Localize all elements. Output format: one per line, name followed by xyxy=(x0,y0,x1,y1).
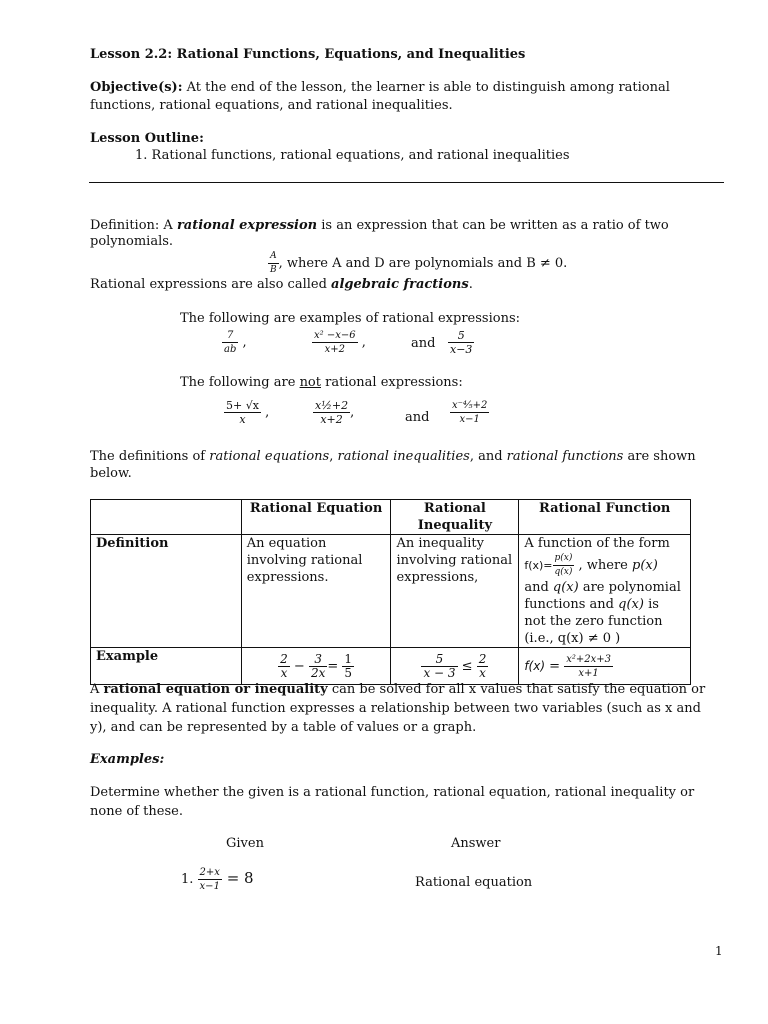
table-header-inequality: Rational Inequality xyxy=(391,500,519,535)
outline-item: 1. Rational functions, rational equations, and rational inequalities xyxy=(135,148,570,163)
solve-paragraph-line-3: y), and can be represented by a table of values or a graph. xyxy=(90,720,477,735)
table-header-row xyxy=(91,500,691,535)
rational-example-1: $\frac{7}{ab}$ , xyxy=(224,330,247,355)
function-definition: A function of the form f(x)= $\frac{p(x)}{q(x)}$ , where p(x) and q(x) are polynomial functions and q(x) is not the zero function (i.e., q(x) ≠ 0 ) xyxy=(519,535,691,648)
row-label-definition: Definition xyxy=(91,535,242,648)
rational-example-3: $\frac{5}{x-3}$ xyxy=(450,329,473,356)
function-example: f(x) = $\frac{\text{x²+2x+3}}{x+1}$ xyxy=(519,648,691,685)
definition-line-1: Definition: A rational expression is an expression that can be written as a ratio of two xyxy=(90,218,669,233)
table-row-definition xyxy=(91,535,691,648)
lesson-title: Lesson 2.2: Rational Functions, Equations, and Inequalities xyxy=(90,47,526,62)
definitions-intro-line-1: The definitions of rational equations, rational inequalities, and rational functions are shown xyxy=(90,449,696,464)
definition-fraction: $\frac{A}{B}$ , where A and D are polynomials and B ≠ 0. xyxy=(270,251,568,275)
divider-line xyxy=(89,182,724,183)
equation-definition: An equation involving rational expressions. xyxy=(241,535,391,648)
not-rational-and: and xyxy=(405,410,430,425)
column-given: Given xyxy=(226,836,264,851)
examples-heading: Examples: xyxy=(90,752,165,767)
page-number: 1 xyxy=(715,944,723,958)
algebraic-fractions-line: Rational expressions are also called algebraic fractions. xyxy=(90,277,473,292)
outline-label: Lesson Outline: xyxy=(90,131,204,146)
rational-and: and xyxy=(411,336,436,351)
example-answer-1: Rational equation xyxy=(415,875,533,890)
column-answer: Answer xyxy=(451,836,501,851)
example-item-1: 1. $\frac{2+x}{x-1}$ = 8 xyxy=(181,867,254,892)
objective-line-1: Objective(s): At the end of the lesson, the learner is able to distinguish among rational xyxy=(90,80,670,95)
rational-examples-intro: The following are examples of rational expressions: xyxy=(180,311,520,326)
not-rational-example-3: $\frac{\text{x⁻⅘+2}}{x-1}$ xyxy=(452,400,488,425)
objective-line-2: functions, rational equations, and rational inequalities. xyxy=(90,98,453,113)
table-row-example xyxy=(91,648,691,685)
rational-example-2: $\frac{\text{x² −x−6}}{x+2}$ , xyxy=(314,330,366,355)
not-rational-intro: The following are not rational expressions: xyxy=(180,375,463,390)
inequality-example: $\frac{5}{x - 3}$ ≤ $\frac{2}{x}$ xyxy=(391,648,519,685)
table-header-equation: Rational Equation xyxy=(241,500,391,535)
definitions-intro-line-2: below. xyxy=(90,466,132,481)
not-rational-example-1: $\frac{5+ √x}{x}$ , xyxy=(226,399,270,426)
solve-paragraph-line-2: inequality. A rational function expresses a relationship between two variables (such as x and xyxy=(90,701,701,716)
table-header-empty xyxy=(91,500,242,535)
not-rational-example-2: $\frac{\text{x½+2}}{x+2}$ , xyxy=(315,399,355,426)
definitions-table xyxy=(90,499,691,685)
table-header-function: Rational Function xyxy=(519,500,691,535)
solve-paragraph-line-1: A rational equation or inequality can be solved for all x values that satisfy the equation or xyxy=(90,682,706,697)
equation-example: $\frac{2}{x}$ − $\frac{3}{2x}$ = $\frac{1}{5}$ xyxy=(241,648,391,685)
inequality-definition: An inequality involving rational expressions, xyxy=(391,535,519,648)
examples-instruction-2: none of these. xyxy=(90,804,183,819)
row-label-example: Example xyxy=(91,648,242,685)
definition-line-2: polynomials. xyxy=(90,234,174,249)
examples-instruction-1: Determine whether the given is a rational function, rational equation, rational inequality or xyxy=(90,785,695,800)
